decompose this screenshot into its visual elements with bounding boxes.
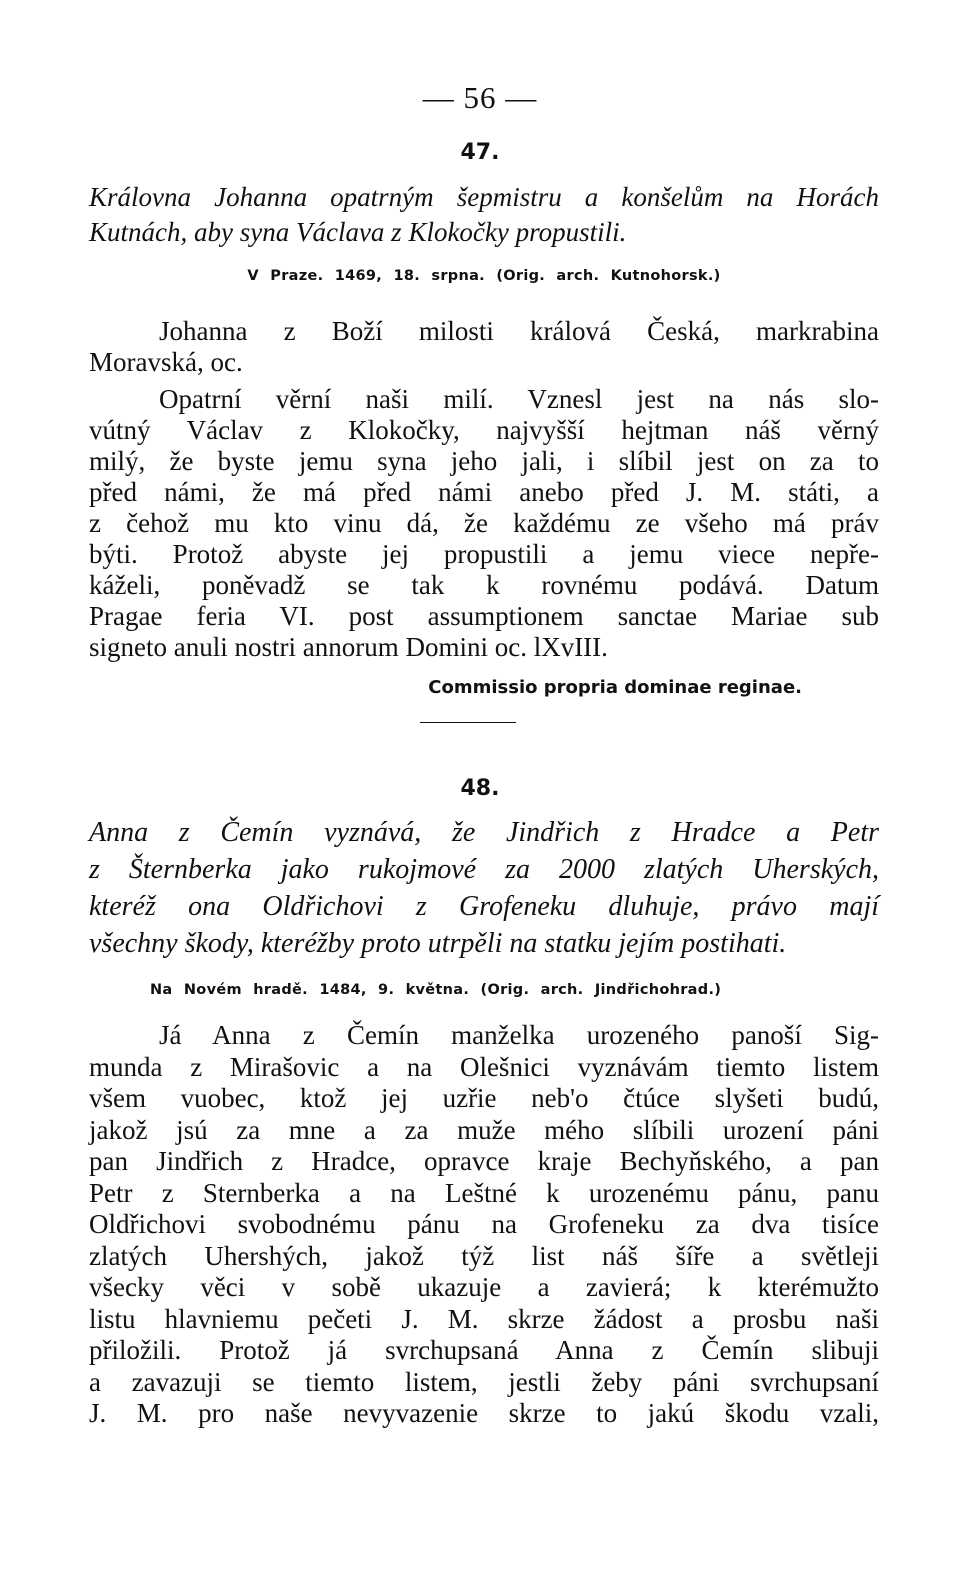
document-text (89, 1020, 879, 1430)
text-line: Pragae feria VI. post assumptionem sanctae Mariae sub (89, 601, 879, 631)
text-line: pan Jindřich z Hradce, opravce kraje Bechyňského, a pan (89, 1146, 879, 1176)
document-heading (89, 180, 879, 250)
text-line: a zavazuji se tiemto listem, jestli žeby páni svrchupsaní (89, 1366, 879, 1397)
text-line: J. M. pro naše nevyvazenie skrze to jakú škodu vzali, (89, 1398, 879, 1428)
text-line: munda z Mirašovic a na Olešnici vyznávám tiemto listem (89, 1051, 879, 1082)
page-number: — 56 — (422, 80, 538, 115)
text-line: Petr z Sternberka a na Leštné k urozenému pánu, panu (89, 1177, 879, 1208)
text-line: Johanna z Boží milosti králová Česká, markrabina (159, 316, 879, 346)
text-line: před námi, že má před námi anebo před J. M. státi, a (89, 477, 879, 507)
heading-line: kteréž ona Oldřichovi z Grofeneku dluhuje, právo mají (89, 891, 879, 922)
text-line: všecky věci v sobě ukazuje a zavierá; k kterémužto (89, 1272, 879, 1302)
text-line: Opatrní věrní naši milí. Vznesl jest na nás slo- (159, 384, 879, 414)
section-divider (420, 722, 516, 723)
text-line: jakož jsú za mne a za muže mého slíbili urození páni (89, 1114, 879, 1145)
heading-line: z Šternberka jako rukojmové za 2000 zlatých Uherských, (89, 854, 879, 885)
text-line: káželi, poněvadž se tak k rovnému podává. Datum (89, 570, 879, 600)
document-number: 48. (460, 776, 500, 801)
document-source: V Praze. 1469, 18. srpna. (Orig. arch. Kutnohorsk.) (247, 268, 721, 284)
text-line: listu hlavniemu pečeti J. M. skrze žádost a prosbu naši (89, 1303, 879, 1334)
heading-line: Královna Johanna opatrným šepmistru a konšelům na Horách (89, 182, 879, 212)
heading-line: Kutnách, aby syna Václava z Klokočky propustili. (89, 217, 627, 247)
text-line: milý, že byste jemu syna jeho jali, i slíbil jest on za to (89, 446, 879, 476)
document-source: Na Novém hradě. 1484, 9. května. (Orig. arch. Jindřichohrad.) (150, 982, 722, 998)
document-number: 47. (460, 140, 500, 165)
text-line: býti. Protož abyste jej propustili a jemu viece nepře- (89, 539, 879, 569)
text-line: zlatých Uhershých, jakož týž list náš šíře a světleji (89, 1240, 879, 1271)
text-line: signeto anuli nostri annorum Domini oc. lXvIII. (89, 632, 608, 662)
heading-line: všechny škody, kteréžby proto utrpěli na statku jejím postihati. (89, 928, 787, 959)
text-line: Oldřichovi svobodnému pánu na Grofeneku za dva tisíce (89, 1209, 879, 1239)
text-line: všem vuobec, ktož jej uzřie neb'o čtúce slyšeti budú, (89, 1083, 879, 1113)
text-line: z čehož mu kto vinu dá, že každému ze všeho má práv (89, 508, 879, 538)
document-signature: Commissio propria dominae reginae. (428, 677, 802, 698)
text-line: Já Anna z Čemín manželka urozeného panoší Sig- (159, 1020, 879, 1050)
document-text (89, 316, 879, 663)
text-line: Moravská, oc. (89, 347, 243, 377)
text-line: vútný Václav z Klokočky, najvyšší hejtman náš věrný (89, 415, 879, 445)
document-heading (89, 814, 879, 962)
text-line: přiložili. Protož já svrchupsaná Anna z Čemín slibuji (89, 1335, 879, 1365)
heading-line: Anna z Čemín vyznává, že Jindřich z Hradce a Petr (89, 817, 879, 848)
